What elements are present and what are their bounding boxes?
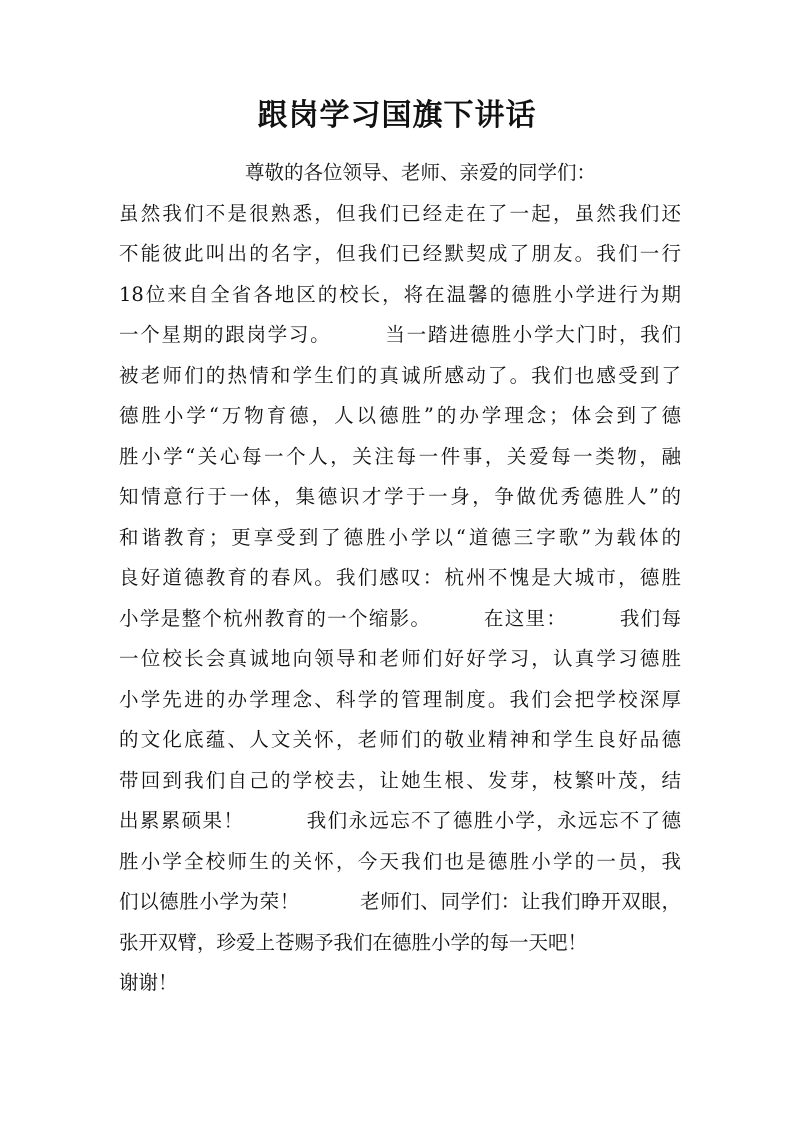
closing-line: 谢谢！ — [119, 971, 178, 994]
body-line: 不能彼此叫出的名字，但我们已经默契成了朋友。我们一行 — [119, 242, 681, 265]
body-line: 张开双臂，珍爱上苍赐予我们在德胜小学的每一天吧！ — [119, 930, 588, 954]
body-line: 德胜小学“万物育德，人以德胜”的办学理念；体会到了德 — [119, 404, 681, 427]
body-line: 带回到我们自己的学校去，让她生根、发芽，枝繁叶茂，结 — [119, 768, 681, 792]
body-line: 知情意行于一体，集德识才学于一身，争做优秀德胜人”的 — [119, 485, 681, 508]
body-line: 一个星期的跟岗学习。 当一踏进德胜小学大门时，我们 — [119, 323, 681, 346]
document-title: 跟岗学习国旗下讲话 — [257, 98, 537, 133]
body-line: 的文化底蕴、人文关怀，老师们的敬业精神和学生良好品德 — [119, 728, 681, 751]
body-line: 出累累硕果！ 我们永远忘不了德胜小学，永远忘不了德 — [119, 809, 681, 832]
document-body — [119, 153, 681, 1004]
body-line: 和谐教育；更享受到了德胜小学以“道德三字歌”为载体的 — [119, 525, 681, 549]
body-line: 虽然我们不是很熟悉，但我们已经走在了一起，虽然我们还 — [119, 201, 681, 225]
body-line: 被老师们的热情和学生们的真诚所感动了。我们也感受到了 — [119, 363, 681, 387]
body-line: 小学先进的办学理念、科学的管理制度。我们会把学校深厚 — [119, 687, 681, 711]
body-line: 小学是整个杭州教育的一个缩影。 在这里： 我们每 — [119, 606, 681, 630]
body-line: 们以德胜小学为荣！ 老师们、同学们：让我们睁开双眼， — [119, 890, 681, 913]
body-line: 一位校长会真诚地向领导和老师们好好学习，认真学习德胜 — [119, 647, 681, 670]
body-line: 胜小学全校师生的关怀，今天我们也是德胜小学的一员，我 — [119, 849, 681, 873]
body-line: 良好道德教育的春风。我们感叹：杭州不愧是大城市，德胜 — [119, 566, 681, 589]
salutation-line: 尊敬的各位领导、老师、亲爱的同学们： — [245, 161, 597, 184]
body-line: 胜小学“关心每一个人，关注每一件事，关爱每一类物，融 — [119, 444, 681, 468]
body-line: 18位来自全省各地区的校长，将在温馨的德胜小学进行为期 — [119, 282, 681, 306]
